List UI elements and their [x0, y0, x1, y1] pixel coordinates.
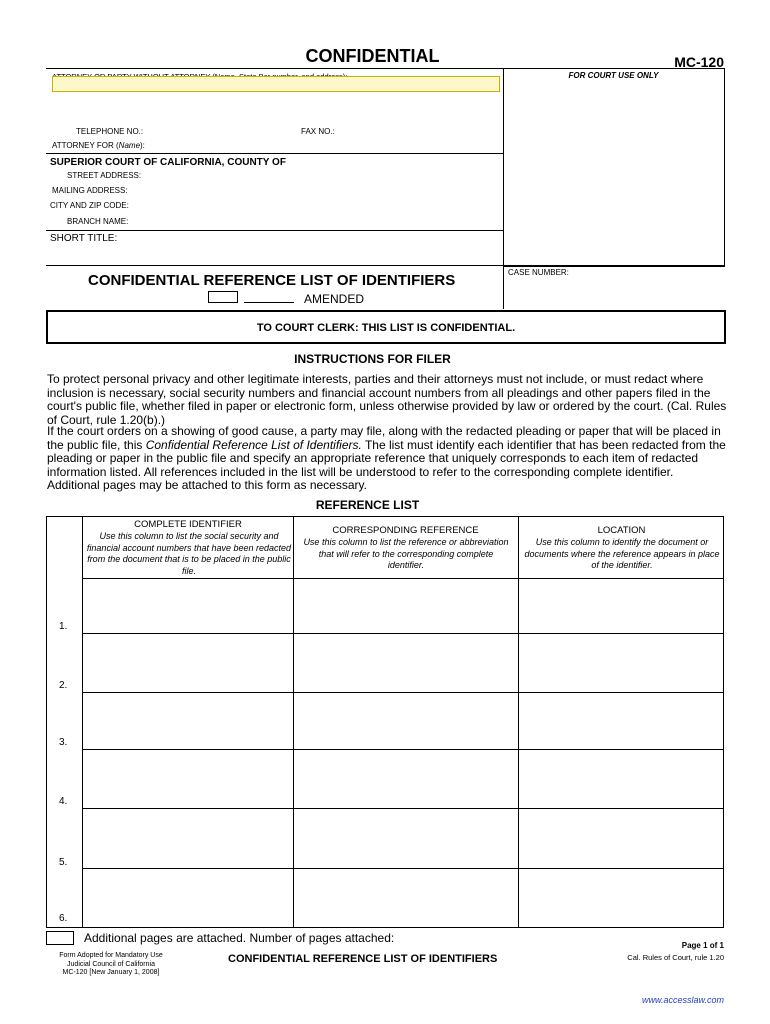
confidential-heading: CONFIDENTIAL — [305, 46, 440, 66]
website-link[interactable]: www.accesslaw.com — [641, 995, 724, 1005]
amended-checkbox[interactable] — [208, 291, 238, 303]
location-cell[interactable] — [519, 693, 724, 749]
row-number: 3. — [59, 737, 68, 748]
instructions-heading: INSTRUCTIONS FOR FILER — [294, 352, 451, 366]
clerk-notice: TO COURT CLERK: THIS LIST IS CONFIDENTIAL. — [256, 322, 516, 334]
identifier-cell[interactable] — [83, 750, 293, 808]
form-title: CONFIDENTIAL REFERENCE LIST OF IDENTIFIERS — [88, 272, 456, 289]
court-use-label: FOR COURT USE ONLY — [568, 71, 659, 80]
divider — [46, 265, 724, 266]
additional-pages-checkbox[interactable] — [46, 931, 74, 945]
location-cell[interactable] — [519, 634, 724, 692]
reference-cell[interactable] — [294, 750, 518, 808]
identifier-cell[interactable] — [83, 634, 293, 692]
short-title-label: SHORT TITLE: — [50, 233, 118, 244]
instructions-paragraph-2 — [47, 425, 727, 493]
additional-pages-label: Additional pages are attached. Number of pages attached: — [84, 931, 395, 945]
row-number: 6. — [59, 913, 68, 924]
adoption-line: Form Adopted for Mandatory Use — [59, 952, 163, 959]
branch-name-label: BRANCH NAME: — [67, 217, 129, 226]
column-description: Use this column to list the social security and financial account numbers that have been redacted from the document that is to be placed in the public file. — [86, 531, 292, 576]
divider — [46, 153, 503, 154]
location-cell[interactable] — [519, 809, 724, 868]
divider — [46, 230, 503, 231]
reference-cell[interactable] — [294, 869, 518, 927]
identifier-cell[interactable] — [83, 693, 293, 749]
attorney-name-field[interactable] — [52, 76, 500, 92]
attorney-for-label: ATTORNEY FOR (Name): — [52, 141, 145, 150]
column-description: Use this column to list the reference or abbreviation that will refer to the corresponding complete identifier. — [303, 537, 509, 570]
footer-form-title: CONFIDENTIAL REFERENCE LIST OF IDENTIFIERS — [228, 953, 498, 965]
reference-cell[interactable] — [294, 634, 518, 692]
rules-citation: Cal. Rules of Court, rule 1.20 — [627, 953, 724, 962]
column-header-location: LOCATION — [597, 525, 646, 536]
fax-label: FAX NO.: — [301, 127, 335, 136]
reference-cell[interactable] — [294, 809, 518, 868]
court-use-box — [503, 68, 725, 267]
reference-cell[interactable] — [294, 579, 518, 633]
identifier-cell[interactable] — [83, 579, 293, 633]
column-header-corresponding-reference: CORRESPONDING REFERENCE — [332, 525, 479, 536]
instructions-paragraph-1: To protect personal privacy and other legitimate interests, parties and their attorneys must not include, or must redact where inclusion is necessary, social security numbers and financial account numbers from all pleadings and other papers filed in the court's public file, whether filed in paper or electronic form, unless otherwise provided by law or ordered by the court. (Cal. Rules of Court, rule 1.20(b).) — [47, 372, 727, 427]
form-number: MC-120 — [674, 54, 724, 70]
city-zip-label: CITY AND ZIP CODE: — [50, 201, 129, 210]
adoption-line: Judicial Council of California — [67, 960, 155, 968]
row-number: 4. — [59, 796, 68, 807]
adoption-line: MC-120 [New January 1, 2008] — [62, 969, 160, 976]
row-number: 1. — [59, 621, 68, 632]
instructions-text: The list must identify each identifier that has been redacted from the pleading or paper in the public file and specify an appropriate reference that uniquely corresponds to each item of redacted information listed. All references included in the list will be understood to refer to the corresponding complete identifier. Additional pages may be attached to this form as necessary. — [47, 437, 726, 492]
instructions-text: If the court orders on a showing of good cause, a party may file, along with the redacted pleading or paper that will be placed in the public file, this — [47, 424, 721, 452]
telephone-label: TELEPHONE NO.: — [76, 127, 144, 136]
amended-label: AMENDED — [304, 292, 365, 306]
reference-list-heading: REFERENCE LIST — [315, 498, 420, 512]
identifier-cell[interactable] — [83, 869, 293, 927]
page-number: Page 1 of 1 — [681, 941, 724, 950]
form-name-reference: Confidential Reference List of Identifiers. — [145, 437, 362, 452]
column-header-complete-identifier: COMPLETE IDENTIFIER — [134, 519, 242, 530]
court-name-label: SUPERIOR COURT OF CALIFORNIA, COUNTY OF — [50, 157, 286, 168]
identifier-cell[interactable] — [83, 809, 293, 868]
reference-cell[interactable] — [294, 693, 518, 749]
location-cell[interactable] — [519, 750, 724, 808]
column-description: Use this column to identify the document or documents where the reference appears in place of the identifier. — [524, 537, 720, 570]
street-address-label: STREET ADDRESS: — [67, 171, 142, 180]
amended-date-field[interactable] — [244, 302, 294, 303]
location-cell[interactable] — [519, 579, 724, 633]
row-number: 5. — [59, 857, 68, 868]
case-number-label: CASE NUMBER: — [508, 268, 569, 277]
mailing-address-label: MAILING ADDRESS: — [52, 186, 128, 195]
location-cell[interactable] — [519, 869, 724, 927]
form-adoption-note — [46, 952, 176, 978]
row-number: 2. — [59, 680, 68, 691]
